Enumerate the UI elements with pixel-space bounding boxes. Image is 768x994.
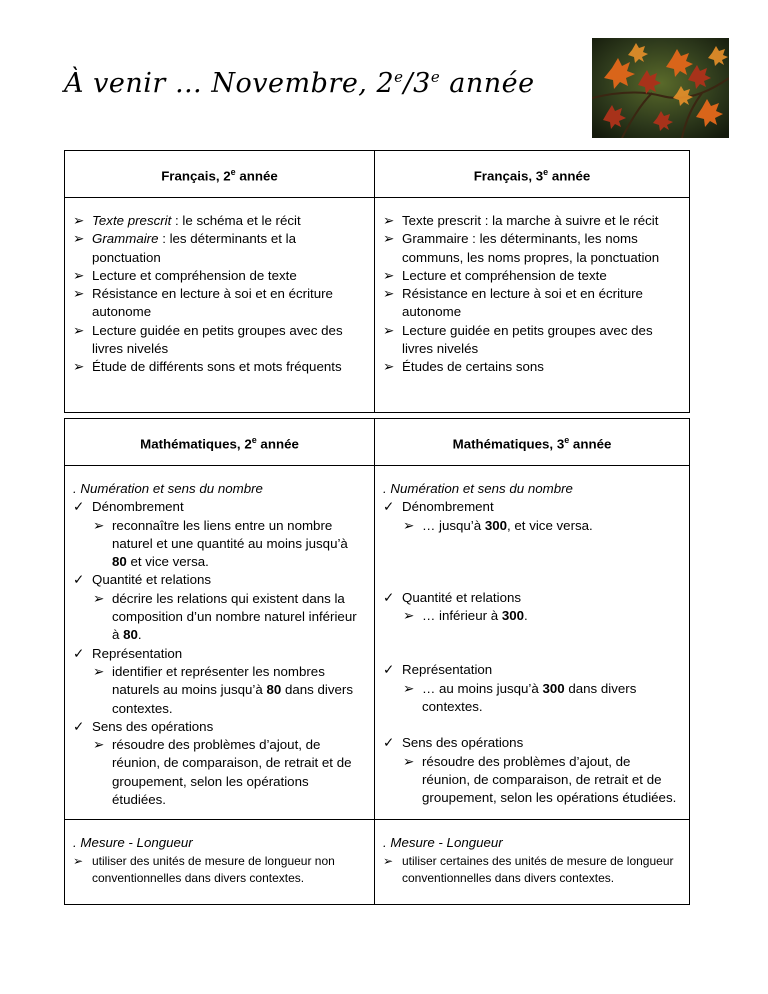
check-icon: ✓ <box>383 499 395 515</box>
maths-2-mesure-list <box>73 853 366 887</box>
check-icon: ✓ <box>73 718 85 734</box>
list-item: ➢ Grammaire : les déterminants, les noms communs, les noms propres, la ponctuation <box>383 231 660 265</box>
list-item: ➢ utiliser certaines des unités de mesure de longueur conventionnelles dans divers contextes. <box>383 853 674 885</box>
spacer <box>383 553 681 571</box>
check-icon: ✓ <box>383 589 395 605</box>
francais-table <box>64 150 690 413</box>
maths-2-numeration-cell <box>65 466 375 820</box>
arrow-bullet-icon: ➢ <box>73 231 85 247</box>
list-item: ➢ Texte prescrit : la marche à suivre et le récit <box>383 212 681 230</box>
list-item: ➢ reconnaître les liens entre un nombre naturel et une quantité au moins jusqu’à 80 et vice versa. <box>93 517 348 570</box>
arrow-bullet-icon: ➢ <box>403 517 415 533</box>
autumn-leaves-photo <box>592 38 729 138</box>
arrow-bullet-icon: ➢ <box>403 680 415 696</box>
list-item: ➢ … au moins jusqu’à 300 dans divers contextes. <box>403 680 637 715</box>
list-item: ✓ Dénombrement <box>73 498 366 516</box>
list-item: ✓ Quantité et relations <box>383 589 681 607</box>
maths-3-numeration-cell <box>375 466 690 820</box>
list-item: ➢ Études de certains sons <box>383 358 681 376</box>
section-heading: . Numération et sens du nombre <box>73 481 263 496</box>
arrow-bullet-icon: ➢ <box>383 359 395 375</box>
list-item: ➢ résoudre des problèmes d’ajout, de réunion, de comparaison, de retrait et de groupement, selon les opérations étudiées. <box>403 753 677 806</box>
arrow-bullet-icon: ➢ <box>403 608 415 624</box>
spacer <box>383 535 681 553</box>
page-title: À venir … Novembre, 2e/3e année <box>64 68 535 99</box>
arrow-bullet-icon: ➢ <box>73 286 85 302</box>
arrow-bullet-icon: ➢ <box>383 853 394 868</box>
list-item: ➢ identifier et représenter les nombres naturels au moins jusqu’à 80 dans divers contextes. <box>93 663 353 716</box>
list-item: ➢ … inférieur à 300. <box>403 607 681 625</box>
list-item: ➢ Texte prescrit : le schéma et le récit <box>73 212 366 230</box>
arrow-bullet-icon: ➢ <box>73 322 85 338</box>
arrow-bullet-icon: ➢ <box>383 231 395 247</box>
arrow-bullet-icon: ➢ <box>73 359 85 375</box>
arrow-bullet-icon: ➢ <box>383 322 395 338</box>
list-item: ➢ … jusqu’à 300, et vice versa. <box>403 517 681 535</box>
francais-3-list <box>383 212 681 377</box>
maths-3-heading: Mathématiques, 3e année <box>375 419 690 466</box>
maths-3-mesure-list <box>383 853 681 887</box>
arrow-bullet-icon: ➢ <box>93 590 105 606</box>
list-item: ✓ Représentation <box>73 645 366 663</box>
spacer <box>383 571 681 589</box>
spacer <box>383 625 681 643</box>
list-item: ➢ Lecture guidée en petits groupes avec des livres nivelés <box>383 322 653 357</box>
maths-2-mesure-cell <box>65 820 375 905</box>
list-item: ➢ utiliser des unités de mesure de longueur non conventionnelles dans divers contextes. <box>73 853 335 885</box>
francais-2-list <box>73 212 366 377</box>
list-item: ✓ Sens des opérations <box>383 734 681 752</box>
section-heading: . Mesure - Longueur <box>383 835 503 851</box>
section-heading: . Numération et sens du nombre <box>383 481 573 496</box>
check-icon: ✓ <box>383 735 395 751</box>
maths-3-list <box>383 498 681 807</box>
spacer <box>383 716 681 734</box>
maths-2-list <box>73 498 366 809</box>
arrow-bullet-icon: ➢ <box>73 267 85 283</box>
list-item: ➢ décrire les relations qui existent dans la composition d’un nombre naturel inférieur à 80. <box>93 590 357 643</box>
list-item: ✓ Sens des opérations <box>73 718 366 736</box>
check-icon: ✓ <box>73 572 85 588</box>
arrow-bullet-icon: ➢ <box>383 267 395 283</box>
arrow-bullet-icon: ➢ <box>93 737 105 753</box>
list-item: ➢ Lecture et compréhension de texte <box>383 267 681 285</box>
maths-3-mesure-cell <box>375 820 690 905</box>
list-item: ➢ Grammaire : les déterminants et la ponctuation <box>73 231 296 265</box>
check-icon: ✓ <box>73 499 85 515</box>
list-item: ✓ Dénombrement <box>383 498 681 516</box>
list-item: ➢ résoudre des problèmes d’ajout, de réunion, de comparaison, de retrait et de groupement, selon les opérations étudiées. <box>93 737 352 808</box>
section-heading: . Mesure - Longueur <box>73 835 193 851</box>
check-icon: ✓ <box>73 645 85 661</box>
list-item: ✓ Quantité et relations <box>73 571 366 589</box>
list-item: ➢ Résistance en lecture à soi et en écriture autonome <box>73 286 333 320</box>
list-item: ✓ Représentation <box>383 661 681 679</box>
arrow-bullet-icon: ➢ <box>73 853 84 868</box>
arrow-bullet-icon: ➢ <box>383 286 395 302</box>
list-item: ➢ Lecture guidée en petits groupes avec des livres nivelés <box>73 322 343 357</box>
arrow-bullet-icon: ➢ <box>383 213 395 228</box>
maths-2-heading: Mathématiques, 2e année <box>65 419 375 466</box>
list-item: ➢ Lecture et compréhension de texte <box>73 267 366 285</box>
list-item: ➢ Étude de différents sons et mots fréquents <box>73 358 366 376</box>
maths-table <box>64 418 690 905</box>
francais-3-heading: Français, 3e année <box>375 151 690 198</box>
check-icon: ✓ <box>383 662 395 678</box>
francais-2-heading: Français, 2e année <box>65 151 375 198</box>
francais-3-cell <box>375 198 690 413</box>
arrow-bullet-icon: ➢ <box>93 517 105 533</box>
arrow-bullet-icon: ➢ <box>403 753 415 769</box>
francais-2-cell <box>65 198 375 413</box>
list-item: ➢ Résistance en lecture à soi et en écriture autonome <box>383 286 643 320</box>
arrow-bullet-icon: ➢ <box>73 213 85 228</box>
spacer <box>383 643 681 661</box>
arrow-bullet-icon: ➢ <box>93 663 105 679</box>
